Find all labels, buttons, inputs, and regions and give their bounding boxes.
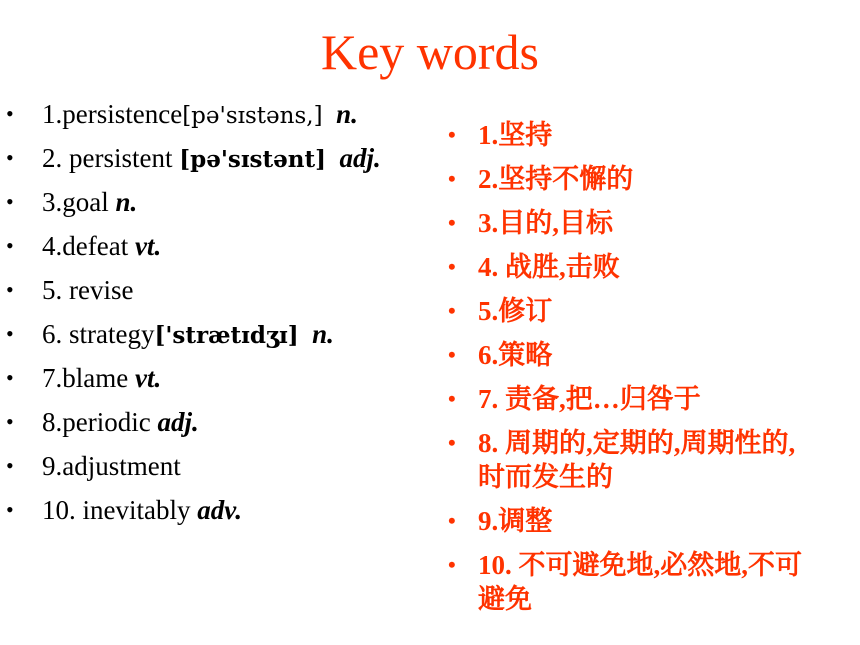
bullet-dot: • [6, 497, 14, 522]
part-of-speech: vt. [134, 231, 162, 261]
part-of-speech: n. [312, 319, 334, 349]
bullet-dot: • [6, 101, 14, 126]
word-text: 9.adjustment [42, 451, 181, 481]
word-text: 7.blame [42, 363, 135, 393]
word-entry [42, 136, 381, 182]
chinese-meaning-list [440, 113, 840, 621]
chinese-meaning-item [440, 421, 840, 499]
english-word-item [0, 92, 450, 136]
part-of-speech: adj. [339, 143, 381, 173]
chinese-meaning-item [440, 543, 840, 621]
chinese-meaning-item [440, 377, 840, 421]
word-text: 10. inevitably [42, 495, 198, 525]
chinese-meaning-item [440, 201, 840, 245]
meaning-text: 8. 周期的,定期的,周期性的,时而发生的 [478, 428, 796, 492]
word-text: 8.periodic [42, 407, 158, 437]
word-entry [42, 356, 161, 400]
chinese-meaning-item [440, 245, 840, 289]
bullet-dot: • [448, 552, 456, 577]
bullet-dot: • [6, 277, 14, 302]
word-entry [42, 180, 137, 224]
bullet-dot: • [448, 210, 456, 235]
english-word-list [0, 92, 450, 532]
part-of-speech: adj. [157, 407, 199, 437]
bullet-dot: • [448, 386, 456, 411]
word-entry [42, 444, 181, 488]
meaning-text: 10. 不可避免地,必然地,不可避免 [478, 550, 802, 614]
chinese-meaning-item [440, 157, 840, 201]
word-text: 3.goal [42, 187, 116, 217]
english-word-item [0, 356, 450, 400]
part-of-speech: adv. [197, 495, 242, 525]
chinese-meaning-item [440, 113, 840, 157]
chinese-meaning-item [440, 289, 840, 333]
meaning-text: 4. 战胜,击败 [478, 252, 620, 282]
chinese-meaning-item [440, 499, 840, 543]
bullet-dot: • [448, 122, 456, 147]
word-entry [42, 268, 133, 312]
bullet-dot: • [6, 145, 14, 170]
meaning-text: 6.策略 [478, 340, 553, 370]
english-word-item [0, 268, 450, 312]
bullet-dot: • [6, 233, 14, 258]
meaning-text: 5.修订 [478, 296, 553, 326]
chinese-meaning-item [440, 333, 840, 377]
part-of-speech: vt. [134, 363, 162, 393]
english-word-item [0, 136, 450, 180]
word-entry [42, 312, 334, 358]
bullet-dot: • [448, 298, 456, 323]
word-entry [42, 400, 199, 444]
meaning-text: 2.坚持不懈的 [478, 164, 634, 194]
bullet-dot: • [6, 409, 14, 434]
english-word-item [0, 180, 450, 224]
bullet-dot: • [448, 166, 456, 191]
meaning-text: 7. 责备,把…归咎于 [478, 384, 701, 414]
word-text: 6. strategy [42, 319, 155, 349]
english-word-item [0, 224, 450, 268]
bullet-dot: • [448, 430, 456, 455]
bullet-dot: • [6, 321, 14, 346]
meaning-text: 1.坚持 [478, 120, 553, 150]
bullet-dot: • [6, 453, 14, 478]
english-word-item [0, 400, 450, 444]
pronunciation: [pə'sɪstənt] [179, 146, 326, 173]
word-text: 4.defeat [42, 231, 135, 261]
english-word-item [0, 488, 450, 532]
word-entry [42, 92, 358, 138]
word-entry [42, 224, 161, 268]
english-word-item [0, 444, 450, 488]
meaning-text: 3.目的,目标 [478, 208, 613, 238]
part-of-speech: n. [115, 187, 138, 217]
bullet-dot: • [448, 342, 456, 367]
slide-title: Key words [320, 24, 540, 80]
word-entry [42, 488, 242, 532]
bullet-dot: • [6, 189, 14, 214]
pronunciation: [pə'sɪstəns,] [182, 103, 323, 129]
part-of-speech: n. [336, 99, 358, 129]
meaning-text: 9.调整 [478, 506, 553, 536]
bullet-dot: • [448, 254, 456, 279]
word-text: 2. persistent [42, 143, 180, 173]
bullet-dot: • [448, 508, 456, 533]
bullet-dot: • [6, 365, 14, 390]
word-text: 5. revise [42, 275, 134, 305]
pronunciation: ['strætɪdʒɪ] [154, 322, 299, 349]
english-word-item [0, 312, 450, 356]
word-text: 1.persistence [42, 99, 183, 129]
